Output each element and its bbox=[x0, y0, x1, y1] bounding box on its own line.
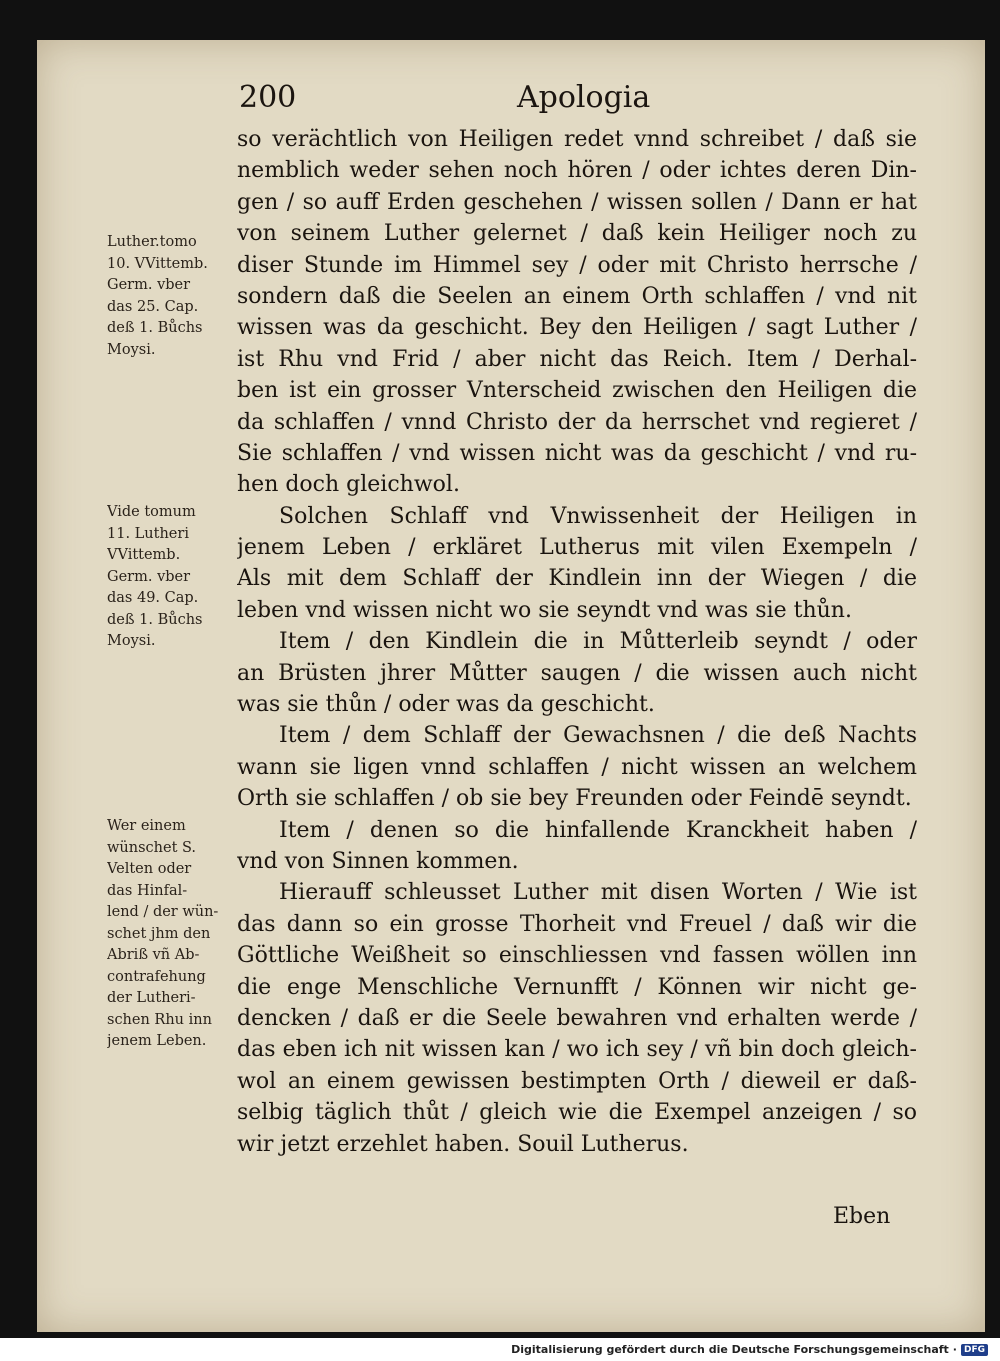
margin-note-line: Germ. vber bbox=[107, 277, 191, 293]
dfg-credit-text: Digitalisierung gefördert durch die Deutsche Forschungsgemeinschaft bbox=[511, 1343, 949, 1356]
text-line: von seinem Luther gelernet / daß kein Heiliger noch zu bbox=[237, 221, 917, 247]
margin-note-line: das 25. Cap. bbox=[107, 298, 199, 315]
margin-note-line: Velten oder bbox=[107, 861, 192, 877]
margin-note-line: das 49. Cap. bbox=[107, 590, 199, 606]
page-number: 200 bbox=[239, 80, 297, 115]
text-line: Göttliche Weißheit so einschliessen vnd fassen wöllen inn bbox=[237, 943, 917, 969]
text-line: sondern daß die Seelen an einem Orth schlaffen / vnd nit bbox=[237, 283, 917, 309]
text-line: hen doch gleichwol. bbox=[237, 472, 460, 498]
book-page bbox=[37, 40, 985, 1332]
margin-note-line: contrafehung bbox=[107, 968, 206, 985]
text-line: leben vnd wissen nicht wo sie seyndt vnd was sie thůn. bbox=[237, 597, 852, 623]
text-line: Sie schlaffen / vnd wissen nicht was da geschicht / vnd ru- bbox=[237, 440, 917, 466]
margin-note-line: Wer einem bbox=[107, 818, 186, 834]
dfg-credit-separator: · bbox=[952, 1343, 957, 1356]
margin-note-luther-tomo-10 bbox=[107, 232, 239, 361]
text-line: wir jetzt erzehlet haben. Souil Lutherus. bbox=[237, 1131, 689, 1157]
margin-note-line: jenem Leben. bbox=[107, 1033, 207, 1049]
running-title: Apologia bbox=[517, 80, 651, 115]
margin-note-line: Abriß vñ Ab- bbox=[107, 947, 200, 963]
margin-note-line: Germ. vber bbox=[107, 568, 191, 585]
margin-note-s-velten bbox=[107, 816, 239, 1053]
margin-note-line: schen Rhu inn bbox=[107, 1011, 212, 1028]
text-line: ben ist ein grosser Vnterscheid zwischen den Heiligen die bbox=[237, 378, 917, 404]
text-line: Solchen Schlaff vnd Vnwissenheit der Heiligen in bbox=[279, 503, 917, 529]
text-line: an Brüsten jhrer Můtter saugen / die wissen auch nicht bbox=[237, 660, 917, 686]
text-line: Item / den Kindlein die in Můtterleib seyndt / oder bbox=[279, 629, 917, 655]
text-line: da schlaffen / vnnd Christo der da herrschet vnd regieret / bbox=[237, 409, 917, 435]
text-line: gen / so auff Erden geschehen / wissen sollen / Dann er hat bbox=[237, 189, 917, 215]
text-line: wissen was da geschicht. Bey den Heiligen / sagt Luther / bbox=[237, 315, 917, 341]
margin-note-line: wünschet S. bbox=[107, 839, 197, 856]
margin-note-line: Luther.tomo bbox=[107, 234, 197, 250]
text-line: Item / dem Schlaff der Gewachsnen / die deß Nachts bbox=[279, 723, 917, 749]
margin-note-line: Moysi. bbox=[107, 341, 156, 358]
margin-note-line: deß 1. Bůchs bbox=[107, 320, 203, 336]
margin-note-line: 10. VVittemb. bbox=[107, 255, 208, 272]
margin-note-line: das Hinfal- bbox=[107, 882, 188, 899]
margin-note-line: 11. Lutheri bbox=[107, 525, 189, 542]
text-line: jenem Leben / erkläret Lutherus mit vilen Exempeln / bbox=[237, 535, 917, 561]
text-line: dencken / daß er die Seele bewahren vnd erhalten werde / bbox=[237, 1005, 917, 1031]
body-text bbox=[237, 124, 917, 1160]
text-line: diser Stunde im Himmel sey / oder mit Christo herrsche / bbox=[237, 252, 917, 278]
text-line: Item / denen so die hinfallende Kranckheit haben / bbox=[279, 817, 917, 843]
text-line: was sie thůn / oder was da geschicht. bbox=[237, 692, 655, 718]
margin-note-line: VVittemb. bbox=[107, 547, 181, 563]
text-line: die enge Menschliche Vernunfft / Können wir nicht ge- bbox=[237, 974, 917, 1000]
text-line: selbig täglich thůt / gleich wie die Exempel anzeigen / so bbox=[237, 1100, 917, 1126]
text-line: Orth sie schlaffen / ob sie bey Freunden oder Feindē seyndt. bbox=[237, 786, 912, 812]
text-line: Als mit dem Schlaff der Kindlein inn der Wiegen / die bbox=[237, 566, 917, 592]
margin-note-line: Vide tomum bbox=[107, 504, 196, 520]
margin-note-vide-tomum-11 bbox=[107, 502, 239, 653]
text-line: nemblich weder sehen noch hören / oder ichtes deren Din- bbox=[237, 158, 917, 184]
margin-note-line: Moysi. bbox=[107, 633, 156, 649]
text-line: wol an einem gewissen bestimpten Orth / dieweil er daß- bbox=[237, 1068, 917, 1094]
dfg-credit bbox=[511, 1343, 988, 1356]
dfg-logo-icon: DFG bbox=[961, 1344, 988, 1356]
catchword: Eben bbox=[833, 1204, 891, 1229]
text-line: Hierauff schleusset Luther mit disen Worten / Wie ist bbox=[279, 880, 917, 906]
text-line: das dann so ein grosse Thorheit vnd Freuel / daß wir die bbox=[237, 911, 917, 937]
text-line: so verächtlich von Heiligen redet vnnd schreibet / daß sie bbox=[237, 127, 917, 152]
text-line: wann sie ligen vnnd schlaffen / nicht wissen an welchem bbox=[237, 754, 917, 780]
margin-note-line: der Lutheri- bbox=[107, 990, 196, 1006]
margin-note-line: schet jhm den bbox=[107, 925, 211, 942]
text-line: ist Rhu vnd Frid / aber nicht das Reich. Item / Derhal- bbox=[237, 346, 917, 372]
text-line: vnd von Sinnen kommen. bbox=[237, 848, 519, 874]
text-line: das eben ich nit wissen kan / wo ich sey / vñ bin doch gleich- bbox=[237, 1037, 917, 1063]
margin-note-line: lend / der wün- bbox=[107, 904, 219, 920]
margin-note-line: deß 1. Bůchs bbox=[107, 611, 203, 628]
